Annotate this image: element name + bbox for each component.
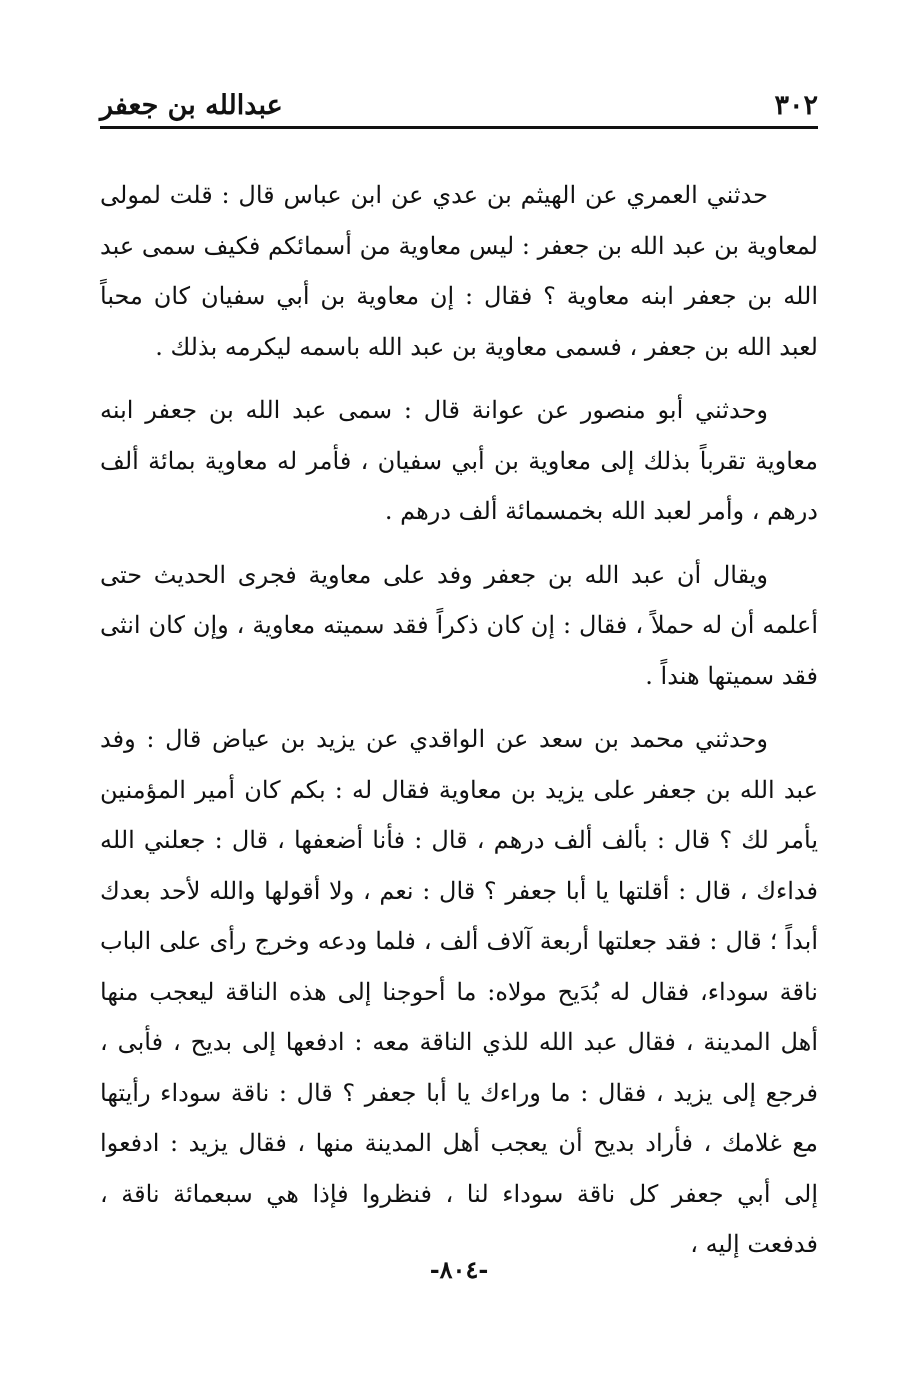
paragraph-4: وحدثني محمد بن سعد عن الواقدي عن يزيد بن عياض قال : وفد عبد الله بن جعفر على يزيد بن معاوية فقال له : بكم كان أمير المؤمنين يأمر لك ؟ قال : بألف ألف درهم ، قال : فأنا أضعفها ، قال : جعلني الله فداءك ، قال : أقلتها يا أبا جعفر ؟ قال : نعم ، ولا أقولها والله لأحد بعدك أبداً ؛ قال : فقد جعلتها أربعة آلاف ألف ، فلما ودعه وخرج رأى على الباب ناقة سوداء، فقال له بُدَيح مولاه: ما أحوجنا إلى هذه الناقة ليعجب منها أهل المدينة ، فقال عبد الله للذي الناقة معه : ادفعها إلى بديح ، فأبى ، فرجع إلى يزيد ، فقال : ما وراءك يا أبا جعفر ؟ قال : ناقة سوداء رأيتها مع غلامك ، فأراد بديح أن يعجب أهل المدينة منها ، فقال يزيد : ادفعوا إلى أبي جعفر كل ناقة سوداء لنا ، فنظروا فإذا هي سبعمائة ناقة ، فدفعت إليه ، bbox=[100, 725, 818, 1258]
header-title: عبدالله بن جعفر bbox=[100, 90, 283, 121]
header-page-number: ٣٠٢ bbox=[774, 90, 818, 121]
paragraph-1: حدثني العمري عن الهيثم بن عدي عن ابن عباس قال : قلت لمولى لمعاوية بن عبد الله بن جعفر : ليس معاوية من أسمائكم فكيف سمى عبد الله بن جعفر ابنه معاوية ؟ فقال : إن معاوية بن أبي سفيان كان محباً لعبد الله بن جعفر ، فسمى معاوية بن عبد الله باسمه ليكرمه بذلك . bbox=[100, 181, 818, 361]
running-header bbox=[100, 86, 818, 130]
paragraph-2: وحدثني أبو منصور عن عوانة قال : سمى عبد الله بن جعفر ابنه معاوية تقرباً بذلك إلى معاوية بن أبي سفيان ، فأمر له معاوية بمائة ألف درهم ، وأمر لعبد الله بخمسمائة ألف درهم . bbox=[100, 396, 818, 525]
header-divider bbox=[100, 126, 818, 129]
footer-page-number: -٨٠٤- bbox=[429, 1255, 489, 1284]
paragraph-3: ويقال أن عبد الله بن جعفر وفد على معاوية فجرى الحديث حتى أعلمه أن له حملاً ، فقال : إن كان ذكراً فقد سميته معاوية ، وإن كان انثى فقد سميتها هنداً . bbox=[100, 560, 818, 690]
body-text bbox=[100, 170, 818, 1283]
